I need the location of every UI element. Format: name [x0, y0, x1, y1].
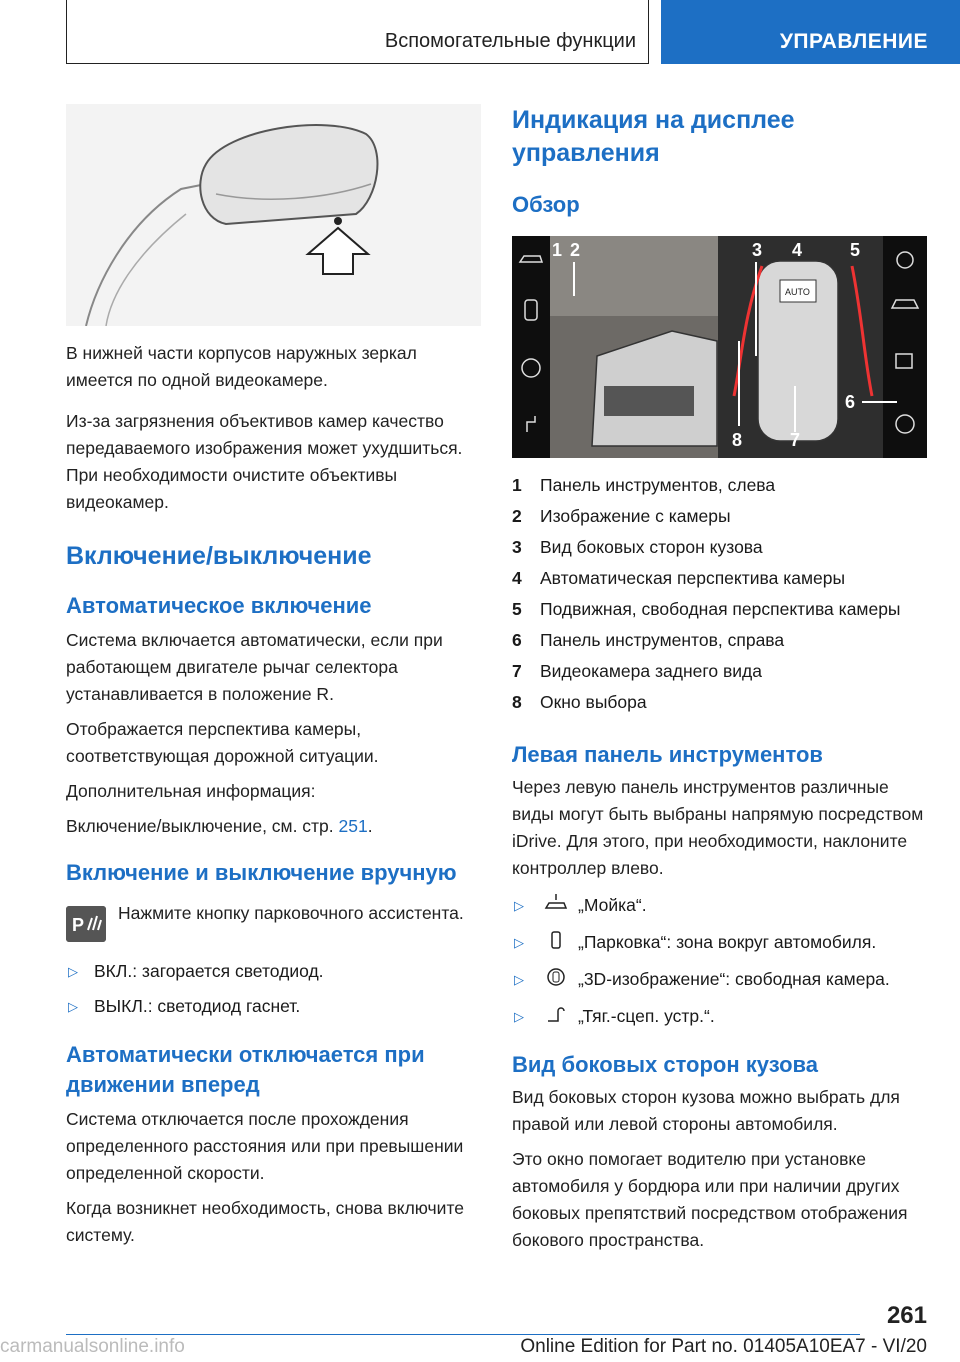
heading-left-toolbar: Левая панель инструментов	[512, 742, 823, 767]
para-reenable: Когда возникнет необходимость, снова включите систему.	[66, 1198, 464, 1245]
callout-7: 7	[790, 430, 801, 450]
page-link-251[interactable]: 251	[338, 816, 368, 836]
footer-edition: Online Edition for Part no. 01405A10EA7 - VI/20	[520, 1336, 927, 1357]
bullet-wash	[512, 892, 927, 919]
legend-item: 2 Изображение с камеры	[512, 506, 731, 526]
para-side-view-help: Это окно помогает водителю при установке автомобиля у бордюра или при наличии других боковых препятствий посредством отображения бокового пространства.	[512, 1149, 908, 1250]
auto-label: AUTO	[785, 287, 810, 297]
bullet-3d-text: „3D-изображение“: свободная камера.	[578, 969, 890, 989]
left-column	[66, 104, 481, 1249]
callout-1: 1	[552, 240, 563, 260]
callout-8: 8	[732, 430, 743, 450]
display-overview-image	[512, 236, 927, 458]
heading-side-view: Вид боковых сторон кузова	[512, 1052, 819, 1077]
bullet-triangle-icon: ▷	[514, 972, 524, 987]
bullet-3d	[512, 966, 927, 993]
car-wash-icon	[544, 892, 568, 914]
bullet-triangle-icon: ▷	[68, 999, 78, 1014]
bullet-triangle-icon: ▷	[68, 964, 78, 979]
page-number: 261	[886, 1302, 927, 1329]
header-section-title: Вспомогательные функции	[384, 30, 636, 52]
bullet-triangle-icon: ▷	[514, 898, 524, 913]
legend-item: 1 Панель инструментов, слева	[512, 475, 776, 495]
heading-manual: Включение и выключение вручную	[66, 860, 457, 885]
footer-watermark: carmanualsonline.info	[0, 1336, 185, 1357]
para-perspective: Отображается перспектива камеры, соответствующая дорожной ситуации.	[66, 719, 379, 766]
trailer-hitch-icon	[544, 1003, 568, 1025]
para-auto-on: Система включается автоматически, если при работающем двигателе рычаг селектора устанавливается в положение R.	[66, 630, 443, 704]
heading-on-off: Включение/выключение	[66, 542, 372, 570]
heading-display: Индикация на дисплее управления	[512, 106, 795, 167]
bullet-parking-text: „Парковка“: зона вокруг автомобиля.	[578, 932, 877, 952]
bullet-triangle-icon: ▷	[514, 935, 524, 950]
footer-divider	[66, 1334, 860, 1335]
bullet-on	[66, 958, 481, 985]
para-camera-cleaning: Из-за загрязнения объективов камер качество передаваемого изображения может ухудшиться. При необходимости очистите объективы видеокамер.	[66, 411, 463, 512]
bullet-triangle-icon: ▷	[514, 1009, 524, 1024]
callout-6: 6	[845, 392, 856, 412]
bullet-hitch-text: „Тяг.-сцеп. устр.“.	[578, 1006, 715, 1026]
legend-item: 4 Автоматическая перспектива камеры	[512, 568, 846, 588]
bullet-off	[66, 993, 481, 1020]
bullet-off-text: ВЫКЛ.: светодиод гаснет.	[94, 996, 301, 1016]
para-additional-info: Дополнительная информация:	[66, 781, 316, 801]
right-column	[512, 104, 927, 1254]
para-left-toolbar: Через левую панель инструментов различные виды могут быть выбраны напрямую посредством iDrive. Для этого, при необходимости, наклоните контроллер влево.	[512, 777, 924, 878]
legend-item: 5 Подвижная, свободная перспектива камеры	[512, 599, 901, 619]
heading-auto-on: Автоматическое включение	[66, 593, 372, 618]
callout-5: 5	[850, 240, 861, 260]
legend-item: 7 Видеокамера заднего вида	[512, 661, 762, 681]
parking-view-icon	[544, 929, 568, 951]
bullet-hitch	[512, 1003, 927, 1030]
heading-auto-off: Автоматически отключается при движении вперед	[66, 1042, 425, 1097]
para-camera-location: В нижней части корпусов наружных зеркал имеется по одной видеокамере.	[66, 343, 417, 390]
para-press-button: Нажмите кнопку парковочного ассистента.	[118, 903, 464, 923]
reference-text: Включение/выключение, см. стр.	[66, 816, 339, 836]
header-chapter-tab	[661, 0, 960, 64]
3d-view-icon	[544, 966, 568, 988]
parking-button-row	[66, 900, 481, 942]
legend-item: 3 Вид боковых сторон кузова	[512, 537, 763, 557]
bullet-wash-text: „Мойка“.	[578, 895, 647, 915]
callout-2: 2	[570, 240, 581, 260]
reference-end: .	[367, 816, 373, 836]
bullet-parking	[512, 929, 927, 956]
legend-list	[512, 472, 927, 716]
para-auto-off: Система отключается после прохождения определенного расстояния или при превышении определенной скорости.	[66, 1109, 464, 1183]
header-chapter-title: УПРАВЛЕНИЕ	[779, 30, 928, 53]
para-reference	[66, 813, 481, 840]
legend-item: 8 Окно выбора	[512, 692, 647, 712]
callout-3: 3	[752, 240, 763, 260]
legend-item: 6 Панель инструментов, справа	[512, 630, 785, 650]
bullet-on-text: ВКЛ.: загорается светодиод.	[94, 961, 324, 981]
heading-overview: Обзор	[512, 192, 580, 217]
header-section-tab	[66, 0, 649, 64]
svg-text:P: P	[72, 915, 85, 935]
mirror-camera-image	[66, 104, 481, 326]
callout-4: 4	[792, 240, 803, 260]
parking-assistant-button-icon	[66, 906, 106, 942]
para-side-view: Вид боковых сторон кузова можно выбрать для правой или левой стороны автомобиля.	[512, 1087, 900, 1134]
